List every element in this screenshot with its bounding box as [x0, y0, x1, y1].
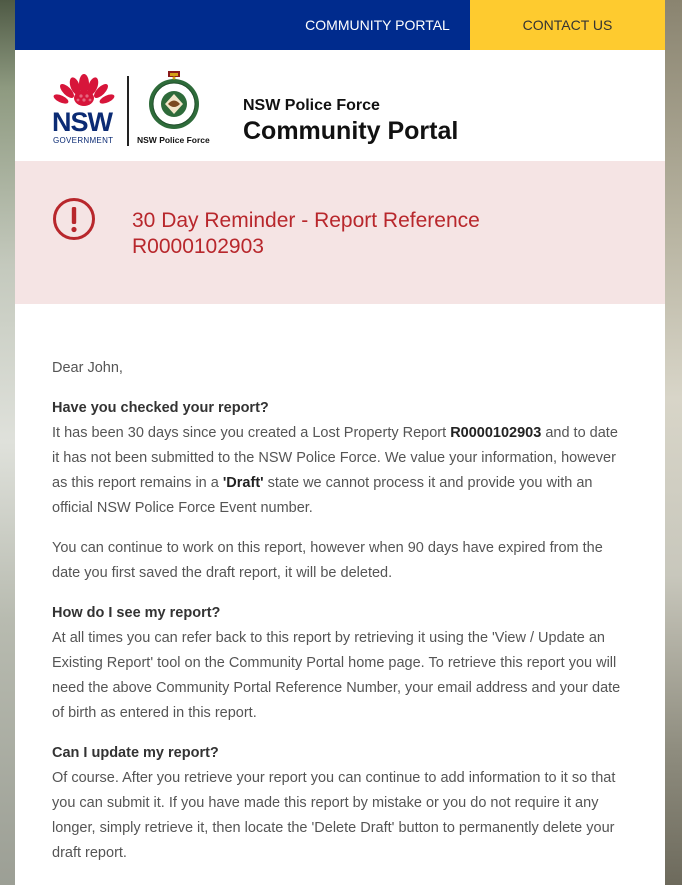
section-checked-report: [52, 396, 628, 521]
section-text: It has been 30 days since you created a Lost Property Report: [52, 425, 451, 441]
section-expiry-note: [52, 536, 628, 586]
portal-organisation: NSW Police Force: [243, 97, 380, 114]
police-crest-label: NSW Police Force: [137, 135, 210, 145]
logo-divider: [127, 76, 129, 146]
portal-title: Community Portal: [243, 117, 459, 145]
background-left: [0, 0, 15, 885]
section-text: You can continue to work on this report, however when 90 days have expired from the date you first saved the draft report, it will be deleted.: [52, 540, 603, 581]
exclamation-circle-icon: [52, 197, 96, 241]
section-text: and to date it has not been submitted to the NSW Police Force. We value your information, however as this report remains in a: [52, 425, 618, 491]
draft-state: 'Draft': [222, 475, 264, 491]
section-text: At all times you can refer back to this report by retrieving it using the 'View / Update an Existing Report' tool on the Community Portal home page. To retrieve this report you will need the above Community Portal Reference Number, your email address and your date of birth as entered in this report.: [52, 630, 621, 721]
government-wordmark: GOVERNMENT: [53, 136, 114, 145]
section-heading: Can I update my report?: [52, 745, 219, 761]
background-right: [665, 0, 682, 885]
police-crest-icon: [146, 70, 202, 132]
section-heading: How do I see my report?: [52, 605, 221, 621]
brand-header: [15, 50, 665, 161]
waratah-flower-icon: [51, 70, 117, 110]
section-update-report: [52, 741, 628, 866]
contact-us-link[interactable]: CONTACT US: [470, 0, 665, 50]
email-card: [15, 0, 665, 885]
community-portal-link[interactable]: COMMUNITY PORTAL: [305, 17, 450, 33]
greeting: Dear John,: [52, 360, 123, 376]
email-body: [15, 304, 665, 866]
section-heading: Have you checked your report?: [52, 400, 269, 416]
section-text: state we cannot process it and provide you with an official NSW Police Force Event number.: [52, 475, 593, 516]
section-text: Of course. After you retrieve your report you can continue to add information to it so that you can submit it. If you have made this report by mistake or you do not require it any longer, simply retrieve it, then locate the 'Delete Draft' button to permanently delete your draft report.: [52, 770, 616, 861]
reminder-alert-banner: [15, 161, 665, 304]
report-reference: R0000102903: [450, 425, 542, 441]
alert-title: 30 Day Reminder - Report Reference R0000102903: [132, 209, 480, 258]
section-see-report: [52, 601, 628, 726]
top-nav-bar: [15, 0, 665, 50]
nsw-government-logo: [51, 70, 117, 145]
nsw-wordmark: NSW: [52, 107, 112, 137]
